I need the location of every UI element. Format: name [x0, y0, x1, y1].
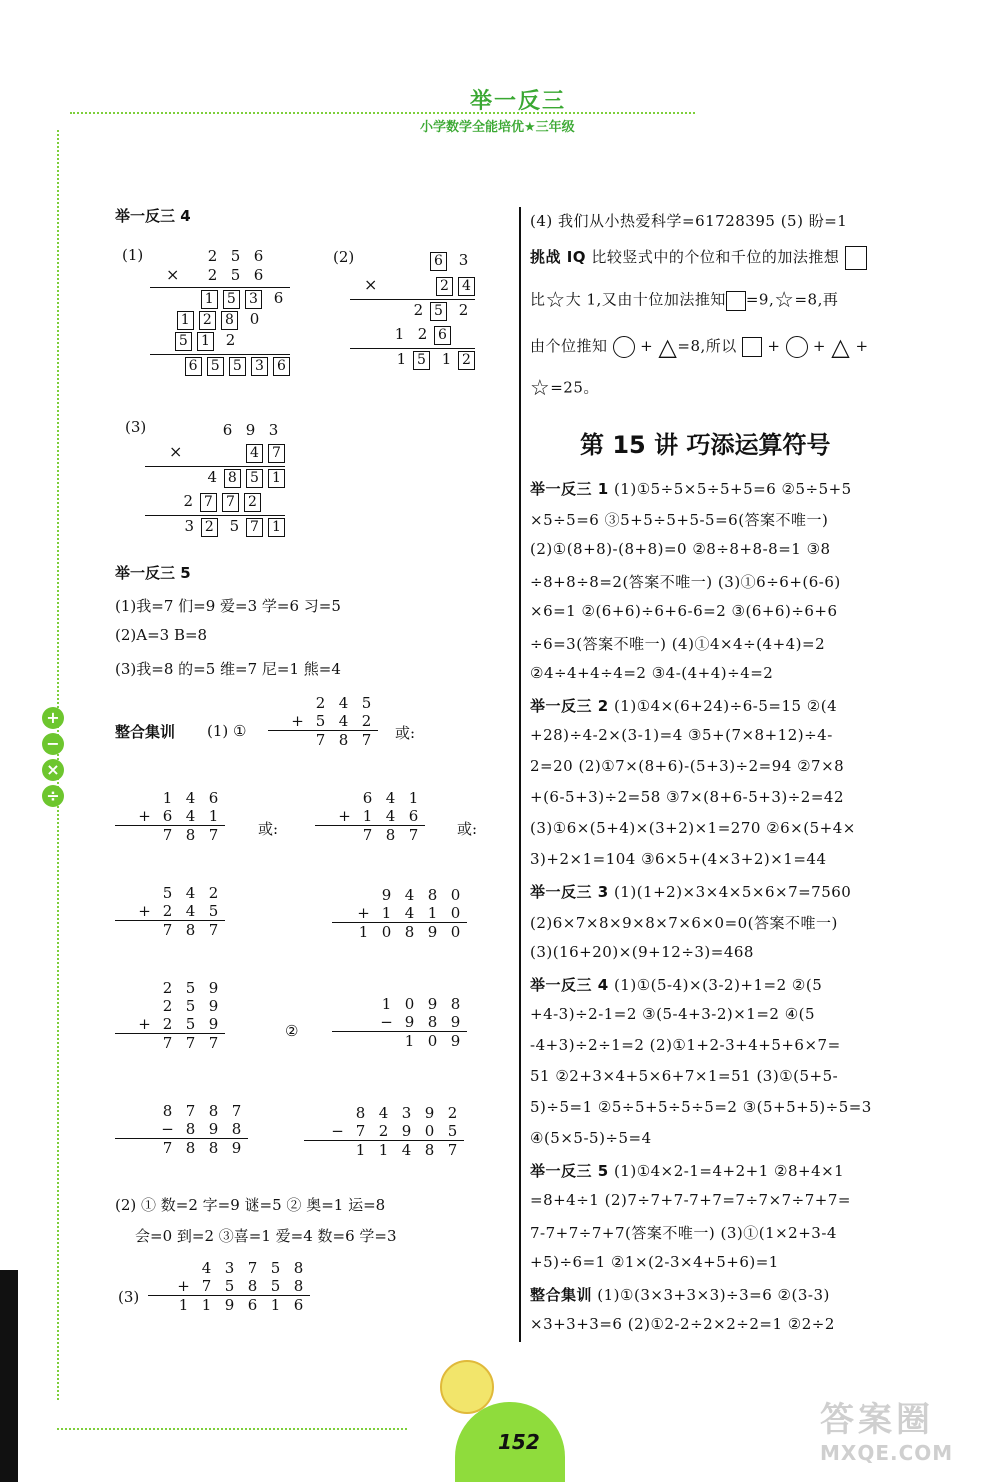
bottom-rule: [57, 1428, 407, 1430]
answer-line: ×3+3+3=6 (2)①2-2÷2×2÷2=1 ②2÷2: [530, 1315, 835, 1333]
answer-line: +(6-5+3)÷2=58 ③7×(8+6-5+3)÷2=42: [530, 788, 844, 806]
answer-line: (2)①(8+8)-(8+8)=0 ②8÷8+8-8=1 ③8: [530, 540, 831, 558]
sum-146-641: 1 4 6 + 6 4 1 7 8 7: [115, 789, 225, 844]
problem-2-label: (2): [333, 248, 355, 266]
s5-line-1: (1)我=7 们=9 爱=3 学=6 习=5: [115, 597, 341, 615]
mascot-icon: [440, 1360, 494, 1414]
answer-line: +28)÷4-2×(3-1)=4 ③5+(7×8+12)÷4-: [530, 726, 833, 744]
answer-line: 举一反三 5 (1)①4×2-1=4+2+1 ②8+4×1: [530, 1162, 845, 1180]
iq-line-1: [530, 246, 867, 270]
problem-3-label: (3): [125, 418, 147, 436]
header-rule: [70, 112, 695, 114]
sum-259x3: 2 5 9 2 5 9 + 2 5 9 7 7 7: [115, 979, 225, 1052]
iq-text-2d: =8,再: [794, 290, 839, 309]
square-icon: [726, 291, 746, 311]
iq-text-2b: 大 1,又由十位加法推知: [565, 290, 726, 309]
times-icon: ×: [42, 759, 64, 781]
iq-text-2a: 比: [530, 290, 546, 309]
answer-line: ÷6=3(答案不唯一) (4)①4×4÷(4+4)=2: [530, 635, 826, 653]
circle-icon: [613, 336, 635, 358]
problem-3-work: 6 9 3 × 4 7 4 8 5 1 2 7 7 2 3 2 5 7 1: [145, 420, 285, 537]
answer-line: 举一反三 4 (1)①(5-4)×(3-2)+1=2 ②(5: [530, 976, 823, 994]
sum-245-542: 2 4 5 + 5 4 2 7 8 7: [268, 694, 378, 749]
triangle-icon: △: [658, 333, 678, 361]
answer-line: 举一反三 2 (1)①4×(6+24)÷6-5=15 ②(4: [530, 697, 838, 715]
answer-line: ②4÷4+4÷4=2 ③4-(4+4)÷4=2: [530, 664, 774, 682]
zh-heading: 整合集训: [115, 723, 176, 741]
answer-line: ÷8+8÷8=2(答案不唯一) (3)①6÷6+(6-6): [530, 573, 841, 591]
circle-icon: [786, 336, 808, 358]
star-icon: ☆: [774, 288, 795, 313]
sum-641-146: 6 4 1 + 1 4 6 7 8 7: [315, 789, 425, 844]
answer-line: (3)(16+20)×(9+12÷3)=468: [530, 943, 754, 961]
square-icon: [742, 337, 762, 357]
answer-line: ×5÷5=6 ③5+5÷5+5-5=6(答案不唯一): [530, 511, 829, 529]
diff-8787-898: 8 7 8 7 − 8 9 8 7 8 8 9: [115, 1102, 248, 1157]
right-top-line: (4) 我们从小热爱科学=61728395 (5) 盼=1: [530, 212, 848, 230]
iq-text-2c: =9,: [745, 290, 775, 309]
circle-2-label: ②: [285, 1022, 299, 1040]
s5-line-2: (2)A=3 B=8: [115, 626, 208, 644]
iq-label: 挑战 IQ: [530, 248, 587, 266]
header-subtitle: 小学数学全能培优★三年级: [420, 120, 575, 135]
s5-line-3: (3)我=8 的=5 维=7 尼=1 熊=4: [115, 660, 341, 678]
minus-icon: −: [42, 733, 64, 755]
iq-line-2: [530, 288, 838, 313]
answer-line: (3)①6×(5+4)×(3+2)×1=270 ②6×(5+4×: [530, 819, 856, 837]
answer-line: +4-3)÷2-1=2 ③(5-4+3-2)×1=2 ④(5: [530, 1005, 816, 1023]
answer-lines: [530, 478, 930, 1346]
plus-icon: +: [42, 707, 64, 729]
answer-line: 5)÷5=1 ②5÷5+5÷5÷5=2 ③(5+5+5)÷5=3: [530, 1098, 872, 1116]
iq-line-3: 由个位推知 + △=8,所以 + + △ +: [530, 333, 869, 361]
answer-line: 3)+2×1=104 ③6×5+(4×3+2)×1=44: [530, 850, 827, 868]
section-heading-4: 举一反三 4: [115, 207, 191, 225]
divide-icon: ÷: [42, 785, 64, 807]
sum-9480-1410: 9 4 8 0 + 1 4 1 0 1 0 8 9 0: [332, 886, 467, 941]
answer-line: 51 ②2+3×4+5×6+7×1=51 (3)①(5+5-: [530, 1067, 839, 1085]
square-icon: [845, 246, 867, 270]
header-title: 举一反三: [470, 89, 567, 114]
watermark-logo: 答案圈 MXQE.COM: [820, 1400, 954, 1465]
section-heading-5: 举一反三 5: [115, 564, 191, 582]
column-divider: [519, 207, 521, 1342]
or-2: 或:: [258, 820, 279, 838]
diff-1098-989: 1 0 9 8 − 9 8 9 1 0 9: [332, 995, 467, 1050]
answer-line: ×6=1 ②(6+6)÷6+6-6=2 ③(6+6)÷6+6: [530, 602, 838, 620]
sum-542-245: 5 4 2 + 2 4 5 7 8 7: [115, 884, 225, 939]
iq-line-4: [530, 376, 599, 401]
iq-text-3a: 由个位推知: [530, 337, 608, 355]
problem-1-work: 2 5 6 × 2 5 6 1 5 3 6 1 2 8 0 5 1 2 6 5 5 3 6: [150, 246, 290, 376]
star-icon: ☆: [545, 288, 566, 313]
lecture-title: 第 15 讲 巧添运算符号: [580, 431, 831, 459]
diff-84392-72905: 8 4 3 9 2 − 7 2 9 0 5 1 1 4 8 7: [304, 1104, 464, 1159]
iq-text-4: =25。: [550, 378, 599, 397]
or-3: 或:: [457, 820, 478, 838]
iq-text-3b: =8,所以: [677, 337, 737, 355]
or-1: 或:: [395, 724, 416, 742]
star-icon: ☆: [530, 376, 551, 401]
answer-line: 7-7+7÷7+7(答案不唯一) (3)①(1×2+3-4: [530, 1224, 837, 1242]
answer-line: ④(5×5-5)÷5=4: [530, 1129, 652, 1147]
q2-line-2: 会=0 到=2 ③喜=1 爱=4 数=6 学=3: [135, 1227, 397, 1245]
q2-line-1: (2) ① 数=2 字=9 谜=5 ② 奥=1 运=8: [115, 1196, 386, 1214]
problem-1-label: (1): [122, 246, 144, 264]
q3-label: (3): [118, 1288, 140, 1306]
page-edge: [0, 1270, 18, 1482]
triangle-icon: △: [831, 333, 851, 361]
answer-line: +5)÷6=1 ②1×(2-3×4+5+6)=1: [530, 1253, 779, 1271]
answer-line: 2=20 (2)①7×(8+6)-(5+3)÷2=94 ②7×8: [530, 757, 845, 775]
sum-43758-75858: 4 3 7 5 8 + 7 5 8 5 8 1 1 9 6 1 6: [148, 1259, 310, 1314]
answer-line: 举一反三 1 (1)①5÷5×5÷5+5=6 ②5÷5+5: [530, 480, 852, 498]
answer-line: (2)6×7×8×9×8×7×6×0=0(答案不唯一): [530, 914, 838, 932]
answer-line: -4+3)÷2÷1=2 (2)①1+2-3+4+5+6×7=: [530, 1036, 841, 1054]
answer-line: =8+4÷1 (2)7÷7+7-7+7=7÷7×7÷7+7=: [530, 1191, 851, 1209]
answer-line: 整合集训 (1)①(3×3+3×3)÷3=6 ②(3-3): [530, 1286, 830, 1304]
problem-2-work: 6 3 × 2 4 2 5 2 1 2 6 1 5 1 2: [350, 250, 475, 370]
answer-line: 举一反三 3 (1)(1+2)×3×4×5×6×7=7560: [530, 883, 852, 901]
page-number: 152: [498, 1430, 540, 1454]
iq-text-1: 比较竖式中的个位和千位的加法推想: [591, 248, 840, 266]
zh-item-1: (1) ①: [207, 722, 247, 740]
